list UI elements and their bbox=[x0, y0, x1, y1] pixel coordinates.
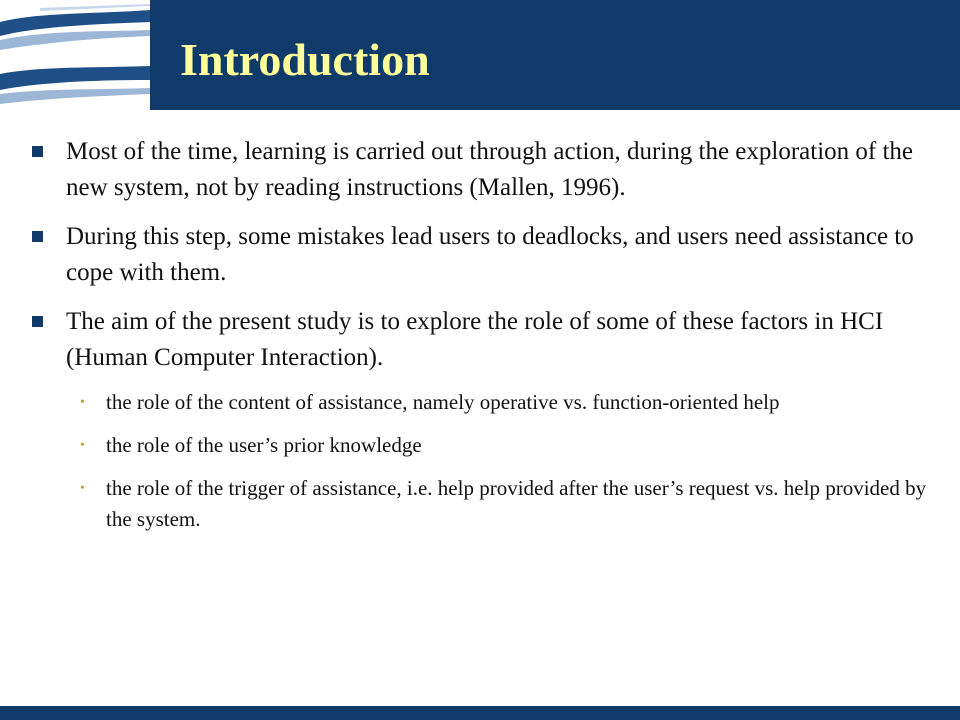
bullet-item bbox=[30, 134, 930, 206]
header-bar bbox=[0, 0, 960, 110]
sub-bullet-text: the role of the content of assistance, namely operative vs. function-oriented help bbox=[106, 390, 780, 414]
bullet-text: During this step, some mistakes lead users to deadlocks, and users need assistance to cope with them. bbox=[66, 223, 914, 286]
sub-bullet-item bbox=[30, 430, 930, 461]
dot-bullet-icon: • bbox=[80, 481, 85, 496]
sub-bullet-item bbox=[30, 473, 930, 535]
swoosh-logo-icon bbox=[0, 0, 150, 110]
square-bullet-icon bbox=[32, 146, 43, 157]
sub-bullet-list bbox=[30, 387, 930, 535]
sub-bullet-item bbox=[30, 387, 930, 418]
slide-content bbox=[30, 134, 930, 547]
sub-bullet-text: the role of the trigger of assistance, i.e. help provided after the user’s request vs. help provided by the system. bbox=[106, 476, 927, 531]
dot-bullet-icon: • bbox=[80, 395, 85, 410]
square-bullet-icon bbox=[32, 316, 43, 327]
logo-graphic bbox=[0, 0, 150, 110]
square-bullet-icon bbox=[32, 231, 43, 242]
sub-bullet-text: the role of the user’s prior knowledge bbox=[106, 433, 422, 457]
bullet-text: Most of the time, learning is carried out through action, during the exploration of the new system, not by reading instructions (Mallen, 1996). bbox=[66, 138, 914, 201]
bullet-item bbox=[30, 219, 930, 291]
dot-bullet-icon: • bbox=[80, 438, 85, 453]
bullet-item bbox=[30, 304, 930, 376]
slide-title: Introduction bbox=[180, 34, 430, 85]
footer-bar bbox=[0, 706, 960, 720]
bullet-text: The aim of the present study is to explore the role of some of these factors in HCI (Human Computer Interaction). bbox=[66, 308, 884, 371]
